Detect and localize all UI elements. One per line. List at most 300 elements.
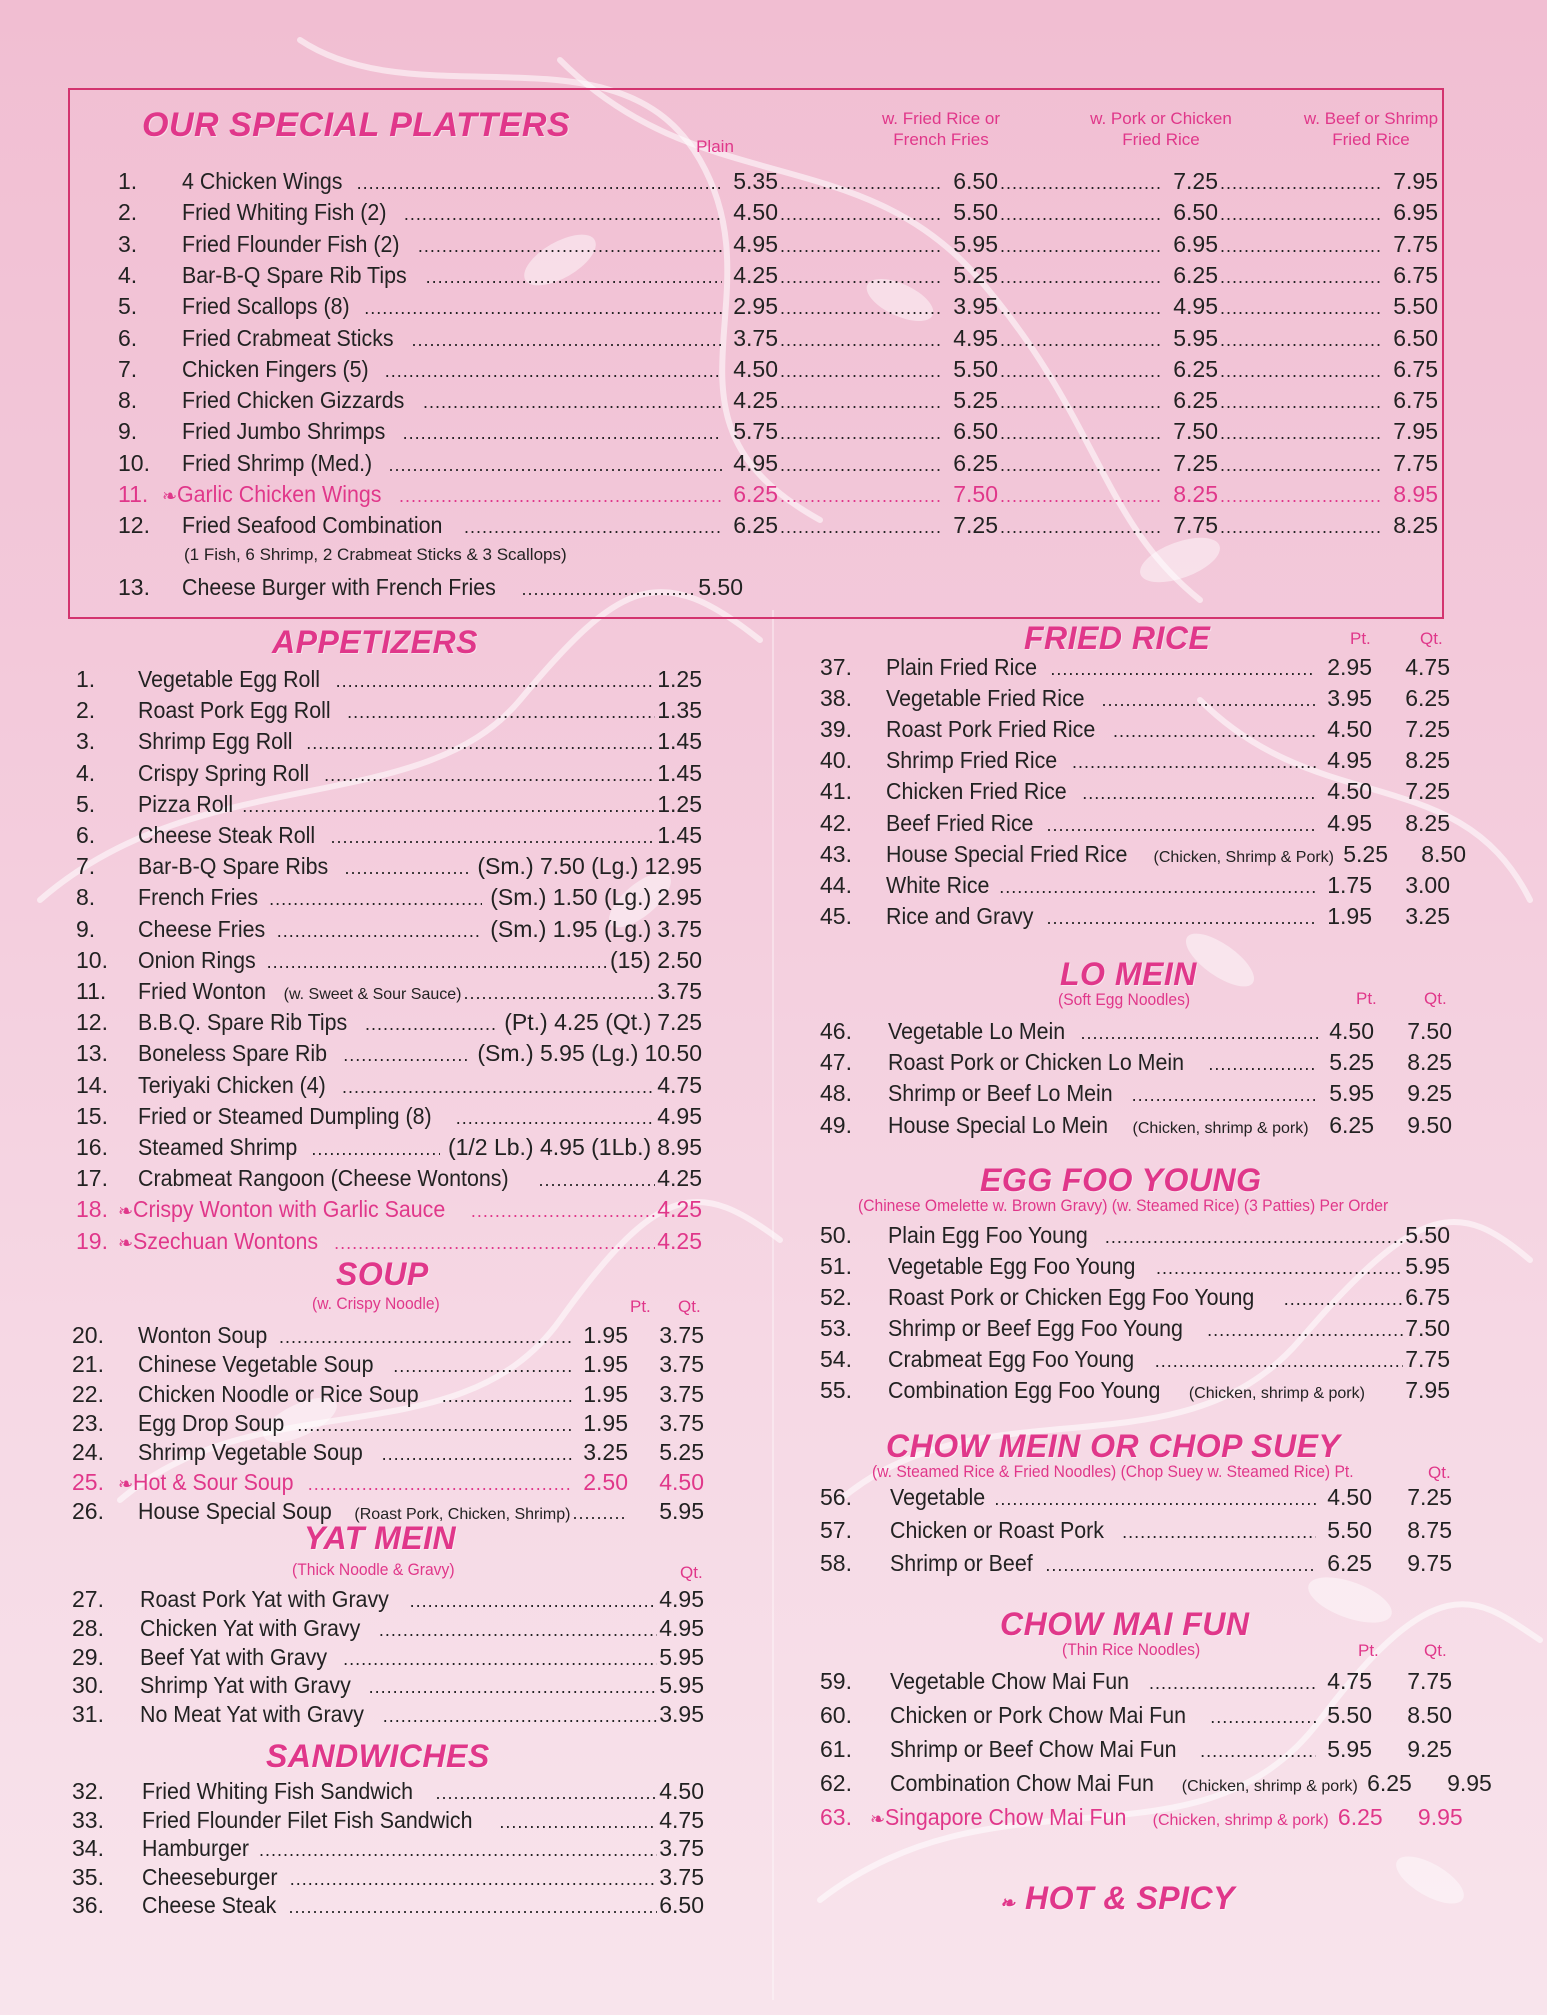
- sandwiches-title: SANDWICHES: [266, 1738, 490, 1774]
- item-price: 1.25: [657, 666, 702, 692]
- leader-dots: [456, 1103, 656, 1133]
- leader-dots: [499, 1807, 657, 1837]
- item-price-pint: 2.50: [583, 1468, 628, 1495]
- yatmein-subtitle: (Thick Noodle & Gravy): [292, 1560, 455, 1579]
- item-number: 13.: [76, 1040, 108, 1067]
- item-price-quart: 7.25: [1407, 1484, 1452, 1510]
- leader-dots: [780, 512, 942, 542]
- item-price-pint: 1.75: [1327, 871, 1372, 898]
- menu-item-row: [76, 726, 702, 756]
- item-price: 4.25: [657, 1227, 702, 1254]
- item-price: 1.25: [657, 790, 702, 817]
- pepper-icon: ❧: [118, 1201, 134, 1222]
- item-name: Shrimp Yat with Gravy: [140, 1672, 351, 1699]
- item-name: Fried Flounder Fish (2): [182, 230, 400, 257]
- item-price-pint: 5.50: [1327, 1517, 1372, 1543]
- menu-item-row: [72, 1320, 704, 1350]
- item-number: 60.: [820, 1702, 852, 1728]
- menu-item-row: [820, 1734, 1452, 1764]
- menu-item-row: [72, 1379, 704, 1409]
- item-name: Chicken Fingers (5): [182, 355, 369, 382]
- item-name: Chinese Vegetable Soup: [138, 1351, 374, 1378]
- menu-item-row: [72, 1437, 704, 1467]
- item-price: 10.50: [644, 1040, 702, 1067]
- item-price-pint: 4.50: [1327, 1484, 1372, 1510]
- item-price: 2.95: [733, 293, 778, 320]
- platter-item-13: [118, 572, 743, 602]
- leader-dots: [334, 1228, 655, 1258]
- item-name: Bar-B-Q Spare Rib Tips: [182, 261, 407, 288]
- item-price: 6.95: [1173, 230, 1218, 257]
- menu-item-row: [76, 1070, 702, 1100]
- item-number: 62.: [820, 1770, 852, 1796]
- leader-dots: [780, 356, 942, 386]
- leader-dots: [1220, 387, 1382, 417]
- menu-item-row: [820, 839, 1467, 869]
- menu-item-row: [76, 758, 702, 788]
- item-name: Roast Pork Yat with Gravy: [140, 1586, 389, 1612]
- col-header-plain: Plain: [696, 137, 734, 156]
- item-price-pint: 4.50: [1329, 1018, 1374, 1044]
- item-price-pint: 5.95: [1327, 1736, 1372, 1762]
- item-name: White Rice: [886, 871, 990, 898]
- menu-item-row: [118, 448, 1438, 478]
- item-price: 7.95: [1393, 418, 1438, 445]
- item-note: (Chicken, shrimp & pork): [1181, 1778, 1358, 1795]
- menu-item-row: [820, 1344, 1450, 1374]
- item-number: 2.: [118, 199, 138, 226]
- leader-dots: [1000, 168, 1162, 198]
- item-price-quart: 9.25: [1407, 1080, 1452, 1107]
- menu-item-row: [72, 1833, 704, 1863]
- leader-dots: [780, 262, 942, 292]
- item-price: 5.95: [659, 1643, 704, 1670]
- item-price-quart: 4.75: [1405, 654, 1450, 680]
- chowmaifun-title: CHOW MAI FUN: [1000, 1606, 1250, 1642]
- item-price-quart: 7.25: [1405, 778, 1450, 805]
- item-price: 8.25: [1393, 512, 1438, 539]
- leader-dots: [267, 947, 608, 977]
- item-price: 6.25: [733, 481, 778, 507]
- menu-item-row: [820, 1251, 1450, 1281]
- item-name: Garlic Chicken Wings: [177, 481, 382, 507]
- item-price-quart: 8.25: [1405, 747, 1450, 774]
- menu-item-row: [820, 901, 1450, 931]
- item-number: 44.: [820, 871, 852, 898]
- item-name: Wonton Soup: [138, 1322, 268, 1348]
- legend-label: HOT & SPICY: [1024, 1880, 1235, 1916]
- leader-dots: [1220, 262, 1382, 292]
- item-price: 3.95: [659, 1701, 704, 1728]
- leader-dots: [1105, 1222, 1403, 1252]
- item-number: 15.: [76, 1102, 108, 1129]
- item-price-pint: 5.50: [1327, 1702, 1372, 1728]
- item-price: 3.95: [953, 293, 998, 320]
- item-name: Chicken or Roast Pork: [890, 1517, 1104, 1543]
- item-price-pint: 6.25: [1327, 1550, 1372, 1576]
- item-price: 12.95: [644, 853, 702, 880]
- item-number: 11.: [76, 978, 107, 1004]
- item-price: 7.25: [657, 1009, 702, 1036]
- item-note: (Chicken, Shrimp & Pork): [1153, 848, 1335, 866]
- item-number: 49.: [820, 1111, 852, 1138]
- item-price: 6.25: [733, 512, 778, 539]
- item-price: 7.25: [1173, 449, 1218, 476]
- menu-item-row: [820, 1078, 1452, 1108]
- item-price: 5.25: [953, 387, 998, 414]
- menu-item-row: [76, 1194, 702, 1224]
- leader-dots: [418, 231, 722, 261]
- item-price-quart: 5.95: [659, 1497, 704, 1524]
- menu-item-row: [820, 1313, 1450, 1343]
- item-price: 4.95: [1173, 293, 1218, 320]
- leader-dots: [336, 666, 656, 696]
- item-name: Hamburger: [142, 1835, 249, 1862]
- item-name: Vegetable Fried Rice: [886, 685, 1085, 712]
- item-price-quart: 3.75: [659, 1322, 704, 1348]
- leader-dots: [538, 1165, 655, 1195]
- item-name: Vegetable Lo Mein: [888, 1018, 1066, 1044]
- leader-dots: [464, 512, 722, 542]
- item-name: Shrimp or Beef Chow Mai Fun: [890, 1736, 1177, 1762]
- page-fold: [772, 610, 774, 2000]
- leader-dots: [1047, 903, 1316, 933]
- item-number: 54.: [820, 1346, 852, 1372]
- item-price: 4.25: [733, 387, 778, 414]
- soup-pt-header: Pt.: [630, 1297, 651, 1316]
- item-price: 4.50: [733, 355, 778, 382]
- item-price: 7.95: [1393, 168, 1438, 194]
- item-price-pint: 3.95: [1327, 685, 1372, 712]
- item-price-quart: 3.75: [659, 1380, 704, 1407]
- lomein-pt-header: Pt.: [1356, 989, 1377, 1008]
- item-name: Fried Whiting Fish (2): [182, 199, 387, 226]
- menu-item-row: [72, 1805, 704, 1835]
- menu-item-row: [76, 820, 702, 850]
- soup-subtitle: (w. Crispy Noodle): [312, 1294, 440, 1313]
- item-number: 51.: [820, 1253, 852, 1279]
- leader-dots: [572, 1498, 626, 1528]
- item-price: 4.75: [657, 1071, 702, 1098]
- menu-item-row: [72, 1613, 704, 1643]
- item-number: 4.: [76, 759, 96, 786]
- menu-item-row: [820, 745, 1450, 775]
- leader-dots: [1122, 1517, 1316, 1547]
- chowmaifun-subtitle: (Thin Rice Noodles): [1062, 1640, 1201, 1659]
- item-name: No Meat Yat with Gravy: [140, 1701, 364, 1728]
- leader-dots: [269, 884, 482, 914]
- menu-item-row: [820, 1282, 1450, 1312]
- item-name: Chicken or Pork Chow Mai Fun: [890, 1702, 1187, 1728]
- item-number: 57.: [820, 1517, 852, 1543]
- item-number: 2.: [76, 697, 96, 724]
- item-price: 6.25: [1173, 261, 1218, 288]
- leader-dots: [1113, 716, 1316, 746]
- pepper-icon: ❧: [118, 1232, 134, 1253]
- item-price: 7.50: [953, 481, 998, 507]
- leader-dots: [1050, 654, 1316, 684]
- leader-dots: [1156, 1253, 1403, 1283]
- leader-dots: [311, 1134, 440, 1164]
- item-name: Combination Chow Mai Fun: [890, 1770, 1154, 1796]
- item-number: 29.: [72, 1643, 104, 1670]
- seafood-combination-note: (1 Fish, 6 Shrimp, 2 Crabmeat Sticks & 3 Scallops): [184, 545, 567, 564]
- item-name: Cheese Fries: [138, 915, 266, 942]
- item-price: 6.75: [1393, 261, 1438, 288]
- item-name: Fried Chicken Gizzards: [182, 387, 405, 414]
- menu-item-row: [820, 808, 1450, 838]
- item-price: 5.95: [1173, 324, 1218, 351]
- lomein-subtitle: (Soft Egg Noodles): [1058, 990, 1191, 1009]
- item-price: 4.25: [657, 1196, 702, 1223]
- item-price-pint: 5.25: [1329, 1049, 1374, 1076]
- item-number: 17.: [76, 1165, 108, 1192]
- item-price: 5.95: [953, 230, 998, 257]
- leader-dots: [324, 760, 655, 790]
- leader-dots: [343, 1644, 657, 1674]
- menu-item-row: [76, 1226, 702, 1256]
- leader-dots: [1000, 262, 1162, 292]
- menu-item-row: [820, 1515, 1452, 1545]
- pepper-icon: ❧: [162, 486, 178, 506]
- friedrice-title: FRIED RICE: [1024, 620, 1211, 656]
- leader-dots: [1220, 512, 1382, 542]
- item-price-pint: 4.75: [1327, 1668, 1372, 1694]
- col-header-fried-rice: w. Fried Rice or French Fries: [881, 109, 1001, 149]
- leader-dots: [780, 168, 942, 198]
- yatmein-qt-header: Qt.: [680, 1563, 703, 1582]
- pepper-icon: ❧: [870, 1809, 886, 1829]
- leader-dots: [1102, 685, 1316, 715]
- item-number: 20.: [72, 1322, 104, 1348]
- item-price: 1.45: [657, 759, 702, 786]
- item-number: 16.: [76, 1134, 108, 1160]
- item-price-quart: 3.25: [1405, 902, 1450, 929]
- leader-dots: [410, 1586, 658, 1616]
- item-name: Crispy Wonton with Garlic Sauce: [133, 1196, 446, 1223]
- item-number: 38.: [820, 685, 852, 712]
- item-price: 4.95: [657, 1102, 702, 1129]
- col-header-beef-shrimp: w. Beef or Shrimp Fried Rice: [1303, 109, 1439, 149]
- item-name: Roast Pork Egg Roll: [138, 697, 331, 724]
- leader-dots: [1207, 1315, 1403, 1345]
- leader-dots: [464, 978, 656, 1008]
- item-number: 10.: [76, 946, 108, 973]
- item-number: 43.: [820, 840, 852, 867]
- item-name: Shrimp or Beef: [890, 1550, 1033, 1576]
- item-note: (Chicken, shrimp & pork): [1132, 1119, 1309, 1137]
- leader-dots: [1210, 1702, 1316, 1732]
- item-price: 8.95: [657, 1134, 702, 1160]
- leader-dots: [1000, 387, 1162, 417]
- item-price: 6.25: [953, 449, 998, 476]
- leader-dots: [1081, 1018, 1318, 1048]
- item-price: 5.50: [953, 355, 998, 382]
- leader-dots: [999, 872, 1316, 902]
- leader-dots: [1220, 231, 1382, 261]
- item-price: 6.25: [1173, 387, 1218, 414]
- item-price-quart: 8.75: [1407, 1517, 1452, 1543]
- item-name: 4 Chicken Wings: [182, 168, 343, 194]
- leader-dots: [412, 325, 722, 355]
- menu-item-row: [820, 1666, 1452, 1696]
- leader-dots: [331, 822, 656, 852]
- item-price: 7.50: [1173, 418, 1218, 445]
- leader-dots: [369, 1672, 658, 1702]
- item-name: Chicken Yat with Gravy: [140, 1614, 361, 1641]
- leader-dots: [1000, 199, 1162, 229]
- item-name: Shrimp or Beef Lo Mein: [888, 1080, 1113, 1107]
- item-name: Cheese Burger with French Fries: [182, 574, 496, 600]
- lomein-title: LO MEIN: [1060, 956, 1197, 992]
- hot-spicy-legend: [1000, 1880, 1235, 1917]
- leader-dots: [365, 1009, 496, 1039]
- item-price: 6.75: [1393, 387, 1438, 414]
- item-number: 3.: [118, 230, 138, 257]
- menu-item-row: [118, 197, 1438, 227]
- menu-item-row: [118, 510, 1438, 540]
- item-price-pint: 1.95: [1327, 902, 1372, 929]
- menu-item-row: [76, 851, 702, 881]
- item-name: Egg Drop Soup: [138, 1409, 285, 1436]
- item-name: Pizza Roll: [138, 790, 234, 817]
- item-price-pint: 5.95: [1329, 1080, 1374, 1107]
- item-size-prices: (Sm.) 1.50 (Lg.): [490, 884, 652, 911]
- leader-dots: [393, 1351, 572, 1381]
- item-number: 47.: [820, 1049, 852, 1076]
- leader-dots: [403, 418, 722, 448]
- leader-dots: [297, 1410, 572, 1440]
- item-price: 6.50: [1173, 199, 1218, 226]
- item-number: 35.: [72, 1863, 104, 1890]
- menu-item-row: [72, 1408, 704, 1438]
- item-number: 52.: [820, 1284, 852, 1310]
- item-number: 37.: [820, 654, 852, 680]
- leader-dots: [1220, 168, 1382, 198]
- item-name: Crabmeat Rangoon (Cheese Wontons): [138, 1165, 509, 1192]
- item-price: 6.50: [953, 418, 998, 445]
- item-price: 4.50: [659, 1778, 704, 1804]
- item-price-quart: 8.25: [1405, 809, 1450, 836]
- leader-dots: [1132, 1080, 1318, 1110]
- leader-dots: [1047, 810, 1316, 840]
- item-price-quart: 3.75: [659, 1409, 704, 1436]
- item-price-quart: 9.75: [1407, 1550, 1452, 1576]
- item-price: 5.50: [1393, 293, 1438, 320]
- item-price: 7.75: [1173, 512, 1218, 539]
- item-price: 5.50: [953, 199, 998, 226]
- item-number: 59.: [820, 1668, 852, 1694]
- item-price: 4.50: [733, 199, 778, 226]
- item-size-prices: (Sm.) 1.95 (Lg.): [490, 915, 652, 942]
- leader-dots: [780, 231, 942, 261]
- leader-dots: [279, 1322, 572, 1352]
- menu-item-row: [118, 260, 1438, 290]
- item-name: Shrimp Fried Rice: [886, 747, 1058, 774]
- menu-item-row: [76, 882, 702, 912]
- item-name: Fried Shrimp (Med.): [182, 449, 373, 476]
- item-price-pint: 1.95: [583, 1322, 628, 1348]
- item-price: 3.75: [659, 1863, 704, 1890]
- item-price-quart: 8.25: [1407, 1049, 1452, 1076]
- menu-item-row: [76, 976, 702, 1006]
- menu-item-row: [76, 945, 702, 975]
- soup-title: SOUP: [336, 1256, 429, 1292]
- item-number: 39.: [820, 716, 852, 743]
- item-name: Onion Rings: [138, 946, 256, 973]
- menu-item-row: [76, 914, 702, 944]
- item-price: 7.75: [1405, 1346, 1450, 1372]
- item-size-prices: (Sm.) 7.50 (Lg.): [477, 853, 639, 880]
- item-size-prices: (Sm.) 5.95 (Lg.): [477, 1040, 639, 1067]
- item-price: 3.75: [657, 915, 702, 942]
- item-name: Crispy Spring Roll: [138, 759, 310, 786]
- item-name: Fried Wonton: [138, 978, 267, 1004]
- item-number: 1.: [118, 168, 138, 194]
- menu-item-row: [72, 1349, 704, 1379]
- item-price-quart: 9.25: [1407, 1736, 1452, 1762]
- item-price: 7.25: [1173, 168, 1218, 194]
- item-price-quart: 6.25: [1405, 685, 1450, 712]
- leader-dots: [388, 450, 722, 480]
- item-name: Bar-B-Q Spare Ribs: [138, 853, 329, 880]
- leader-dots: [288, 1892, 657, 1922]
- item-name: Fried Scallops (8): [182, 293, 350, 320]
- leader-dots: [1155, 1346, 1404, 1376]
- leader-dots: [1220, 199, 1382, 229]
- menu-item-row: [118, 323, 1438, 353]
- item-name: Vegetable Egg Roll: [138, 666, 320, 692]
- leader-dots: [306, 728, 655, 758]
- leader-dots: [277, 916, 482, 946]
- item-number: 27.: [72, 1586, 104, 1612]
- item-note: (Roast Pork, Chicken, Shrimp): [354, 1505, 571, 1523]
- item-price-quart: 7.50: [1407, 1018, 1452, 1044]
- item-price-pint: 5.25: [1343, 840, 1389, 867]
- menu-item-row: [820, 1802, 1463, 1832]
- item-number: 26.: [72, 1497, 104, 1524]
- leader-dots: [1045, 1550, 1316, 1580]
- menu-item-row: [118, 354, 1438, 384]
- leader-dots: [1000, 231, 1162, 261]
- menu-item-row: [72, 1670, 704, 1700]
- item-name: Crabmeat Egg Foo Young: [888, 1346, 1135, 1372]
- leader-dots: [357, 168, 722, 198]
- item-name: Vegetable Egg Foo Young: [888, 1253, 1136, 1279]
- item-price-pint: 2.95: [1327, 654, 1372, 680]
- menu-item-row: [820, 1047, 1452, 1077]
- item-number: 8.: [118, 387, 138, 414]
- item-name: Plain Fried Rice: [886, 654, 1037, 680]
- eggfoo-title: EGG FOO YOUNG: [980, 1162, 1262, 1198]
- item-name: Chicken Noodle or Rice Soup: [138, 1380, 419, 1407]
- item-name: French Fries: [138, 884, 259, 911]
- menu-item-row: [820, 683, 1450, 713]
- item-price-quart: 7.25: [1405, 716, 1450, 743]
- friedrice-pt-header: Pt.: [1350, 629, 1371, 648]
- item-price: 8.95: [1393, 481, 1438, 507]
- leader-dots: [1072, 747, 1316, 777]
- platters-title: OUR SPECIAL PLATTERS: [142, 106, 571, 144]
- menu-item-row: [72, 1890, 704, 1920]
- menu-item-row: [820, 1768, 1492, 1798]
- leader-dots: [1208, 1049, 1318, 1079]
- chowmaifun-qt-header: Qt.: [1424, 1641, 1447, 1660]
- menu-item-row: [76, 1007, 702, 1037]
- item-price: 6.25: [1173, 355, 1218, 382]
- item-price-pint: 4.50: [1327, 716, 1372, 743]
- leader-dots: [1000, 418, 1162, 448]
